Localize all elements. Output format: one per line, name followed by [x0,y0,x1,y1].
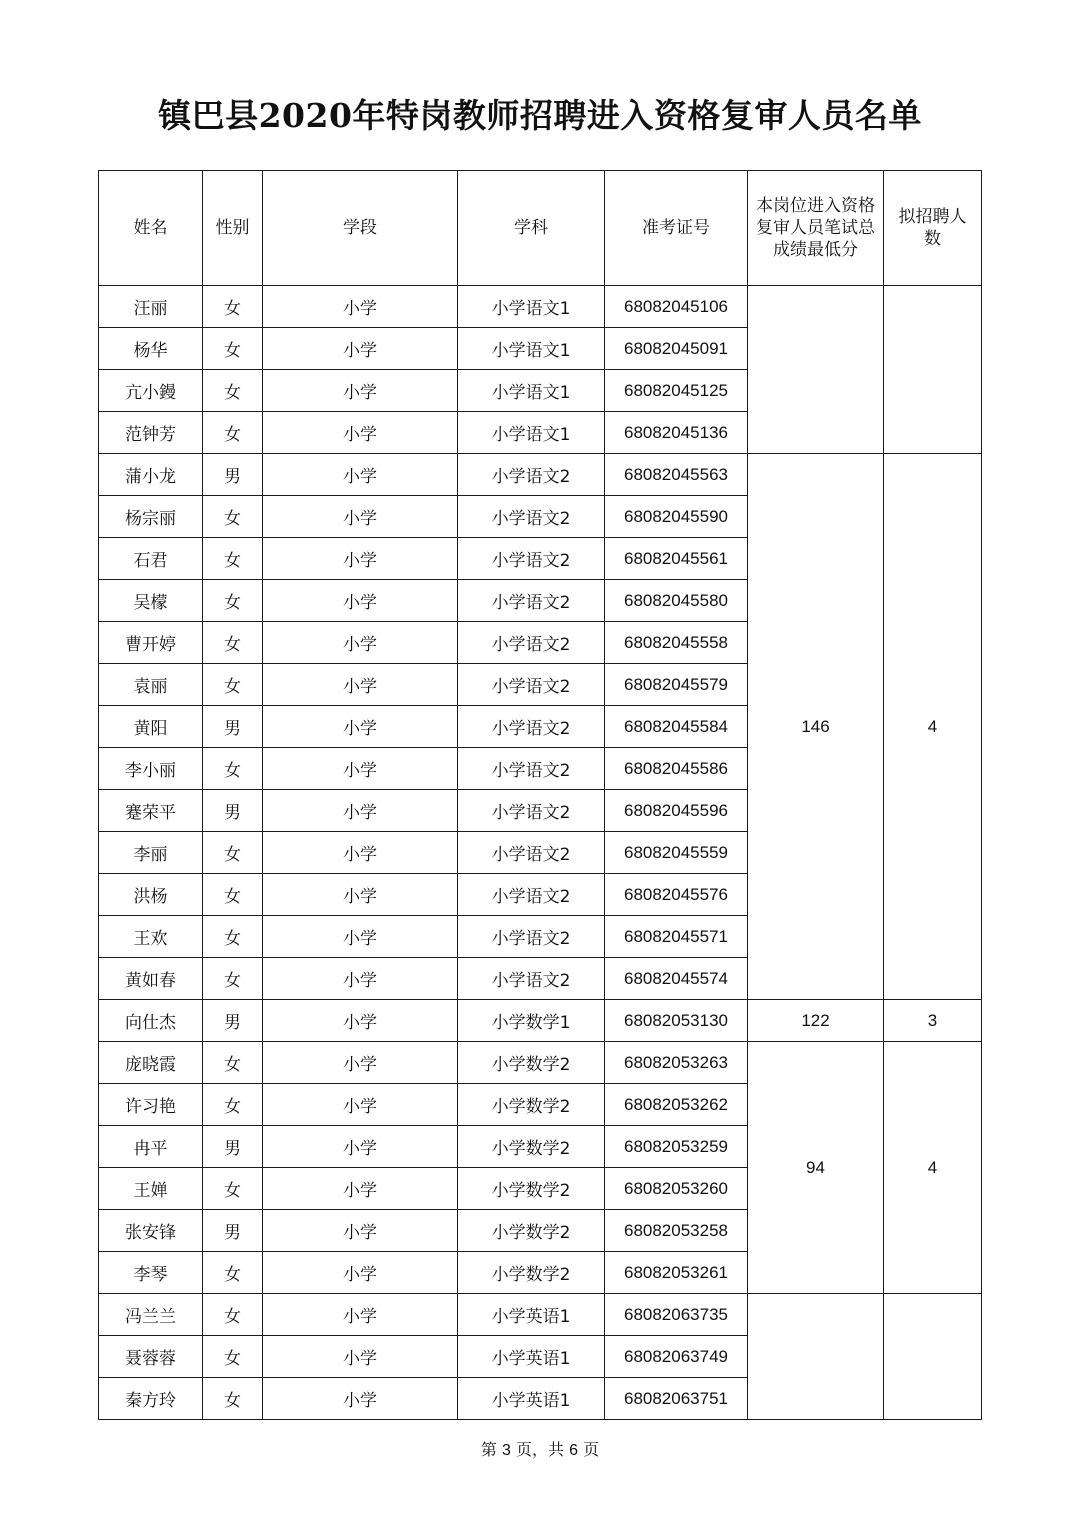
cell-exam-id: 68082045136 [605,412,748,454]
cell-subject: 小学语文1 [458,412,605,454]
cell-gender: 男 [203,706,263,748]
cell-name: 冉平 [99,1126,203,1168]
cell-planned [884,1294,982,1420]
cell-stage: 小学 [263,1126,458,1168]
footer-suffix: 页 [583,1440,600,1459]
cell-subject: 小学语文2 [458,580,605,622]
cell-subject: 小学数学2 [458,1084,605,1126]
cell-exam-id: 68082045571 [605,916,748,958]
cell-exam-id: 68082045584 [605,706,748,748]
cell-stage: 小学 [263,916,458,958]
cell-subject: 小学语文2 [458,622,605,664]
table-row [99,286,982,328]
cell-gender: 男 [203,454,263,496]
cell-stage: 小学 [263,1252,458,1294]
cell-stage: 小学 [263,622,458,664]
cell-planned [884,286,982,454]
cell-exam-id: 68082053130 [605,1000,748,1042]
cell-gender: 女 [203,286,263,328]
cell-name: 袁丽 [99,664,203,706]
cell-name: 黄如春 [99,958,203,1000]
footer-prefix: 第 [480,1440,497,1459]
cell-stage: 小学 [263,1042,458,1084]
cell-stage: 小学 [263,412,458,454]
cell-stage: 小学 [263,538,458,580]
cell-name: 曹开婷 [99,622,203,664]
cell-name: 许习艳 [99,1084,203,1126]
cell-subject: 小学数学2 [458,1126,605,1168]
cell-stage: 小学 [263,790,458,832]
cell-gender: 女 [203,412,263,454]
cell-subject: 小学语文2 [458,706,605,748]
cell-name: 杨宗丽 [99,496,203,538]
cell-name: 亢小鏝 [99,370,203,412]
cell-min-score [748,286,884,454]
cell-stage: 小学 [263,370,458,412]
cell-gender: 女 [203,1042,263,1084]
cell-gender: 男 [203,1000,263,1042]
cell-exam-id: 68082063735 [605,1294,748,1336]
cell-subject: 小学语文1 [458,286,605,328]
cell-name: 黄阳 [99,706,203,748]
cell-exam-id: 68082045563 [605,454,748,496]
footer-total-pages: 6 [569,1442,578,1459]
cell-stage: 小学 [263,1294,458,1336]
cell-stage: 小学 [263,1168,458,1210]
cell-gender: 女 [203,1336,263,1378]
cell-name: 李琴 [99,1252,203,1294]
cell-subject: 小学语文2 [458,874,605,916]
cell-gender: 女 [203,1294,263,1336]
cell-subject: 小学数学2 [458,1168,605,1210]
cell-stage: 小学 [263,496,458,538]
cell-exam-id: 68082063749 [605,1336,748,1378]
cell-gender: 男 [203,790,263,832]
cell-planned: 4 [884,1042,982,1294]
cell-subject: 小学数学2 [458,1252,605,1294]
cell-name: 蒲小龙 [99,454,203,496]
cell-gender: 女 [203,370,263,412]
header-min-score: 本岗位进入资格复审人员笔试总成绩最低分 [748,171,884,286]
cell-stage: 小学 [263,706,458,748]
cell-gender: 女 [203,328,263,370]
cell-exam-id: 68082053262 [605,1084,748,1126]
cell-name: 范钟芳 [99,412,203,454]
cell-stage: 小学 [263,874,458,916]
cell-name: 洪杨 [99,874,203,916]
header-exam-id: 准考证号 [605,171,748,286]
cell-subject: 小学语文2 [458,664,605,706]
cell-gender: 女 [203,832,263,874]
table-row [99,1042,982,1084]
cell-gender: 女 [203,496,263,538]
cell-gender: 女 [203,874,263,916]
cell-exam-id: 68082045559 [605,832,748,874]
cell-stage: 小学 [263,1336,458,1378]
table-header-row [99,171,982,286]
cell-exam-id: 68082053261 [605,1252,748,1294]
cell-exam-id: 68082053258 [605,1210,748,1252]
header-stage: 学段 [263,171,458,286]
cell-name: 王婵 [99,1168,203,1210]
cell-exam-id: 68082045590 [605,496,748,538]
cell-planned: 4 [884,454,982,1000]
cell-gender: 女 [203,1378,263,1420]
cell-stage: 小学 [263,1210,458,1252]
page-footer [0,1437,1080,1460]
cell-name: 石君 [99,538,203,580]
cell-name: 张安锋 [99,1210,203,1252]
cell-gender: 男 [203,1126,263,1168]
cell-gender: 女 [203,748,263,790]
cell-subject: 小学语文2 [458,958,605,1000]
cell-gender: 女 [203,958,263,1000]
cell-subject: 小学语文1 [458,370,605,412]
cell-stage: 小学 [263,1378,458,1420]
cell-name: 秦方玲 [99,1378,203,1420]
cell-name: 王欢 [99,916,203,958]
cell-subject: 小学英语1 [458,1336,605,1378]
header-planned: 拟招聘人数 [884,171,982,286]
cell-min-score: 94 [748,1042,884,1294]
cell-exam-id: 68082053263 [605,1042,748,1084]
cell-name: 李小丽 [99,748,203,790]
cell-subject: 小学语文2 [458,538,605,580]
cell-subject: 小学语文2 [458,496,605,538]
cell-planned: 3 [884,1000,982,1042]
cell-subject: 小学英语1 [458,1294,605,1336]
cell-exam-id: 68082045586 [605,748,748,790]
cell-exam-id: 68082053260 [605,1168,748,1210]
cell-exam-id: 68082045580 [605,580,748,622]
cell-min-score [748,1294,884,1420]
cell-name: 汪丽 [99,286,203,328]
table-row [99,1294,982,1336]
cell-name: 冯兰兰 [99,1294,203,1336]
cell-gender: 女 [203,916,263,958]
cell-exam-id: 68082045558 [605,622,748,664]
cell-subject: 小学语文2 [458,916,605,958]
header-subject: 学科 [458,171,605,286]
cell-exam-id: 68082045125 [605,370,748,412]
cell-name: 李丽 [99,832,203,874]
cell-gender: 女 [203,1084,263,1126]
cell-subject: 小学语文2 [458,832,605,874]
cell-name: 杨华 [99,328,203,370]
cell-gender: 女 [203,580,263,622]
cell-exam-id: 68082045091 [605,328,748,370]
cell-subject: 小学数学2 [458,1042,605,1084]
cell-stage: 小学 [263,832,458,874]
cell-min-score: 122 [748,1000,884,1042]
cell-subject: 小学数学1 [458,1000,605,1042]
table-body [99,286,982,1420]
footer-current-page: 3 [501,1442,511,1459]
cell-min-score: 146 [748,454,884,1000]
cell-subject: 小学英语1 [458,1378,605,1420]
cell-exam-id: 68082063751 [605,1378,748,1420]
cell-exam-id: 68082053259 [605,1126,748,1168]
cell-name: 蹇荣平 [99,790,203,832]
cell-stage: 小学 [263,328,458,370]
cell-gender: 女 [203,664,263,706]
cell-gender: 男 [203,1210,263,1252]
cell-subject: 小学语文2 [458,748,605,790]
cell-exam-id: 68082045561 [605,538,748,580]
cell-gender: 女 [203,622,263,664]
cell-exam-id: 68082045596 [605,790,748,832]
cell-exam-id: 68082045579 [605,664,748,706]
cell-subject: 小学语文2 [458,454,605,496]
cell-name: 向仕杰 [99,1000,203,1042]
cell-exam-id: 68082045574 [605,958,748,1000]
candidate-table [98,170,982,1420]
cell-gender: 女 [203,1168,263,1210]
cell-name: 聂蓉蓉 [99,1336,203,1378]
footer-middle: 页，共 [515,1440,564,1459]
cell-stage: 小学 [263,286,458,328]
cell-gender: 女 [203,538,263,580]
cell-exam-id: 68082045106 [605,286,748,328]
cell-stage: 小学 [263,454,458,496]
header-gender: 性别 [203,171,263,286]
cell-subject: 小学数学2 [458,1210,605,1252]
table-row [99,454,982,496]
cell-name: 吴檬 [99,580,203,622]
cell-exam-id: 68082045576 [605,874,748,916]
cell-subject: 小学语文1 [458,328,605,370]
table-row [99,1000,982,1042]
cell-subject: 小学语文2 [458,790,605,832]
cell-stage: 小学 [263,664,458,706]
page-title: 镇巴县2020年特岗教师招聘进入资格复审人员名单 [158,96,922,135]
cell-stage: 小学 [263,748,458,790]
cell-stage: 小学 [263,580,458,622]
header-name: 姓名 [99,171,203,286]
cell-stage: 小学 [263,1000,458,1042]
cell-name: 庞晓霞 [99,1042,203,1084]
cell-stage: 小学 [263,958,458,1000]
cell-stage: 小学 [263,1084,458,1126]
cell-gender: 女 [203,1252,263,1294]
